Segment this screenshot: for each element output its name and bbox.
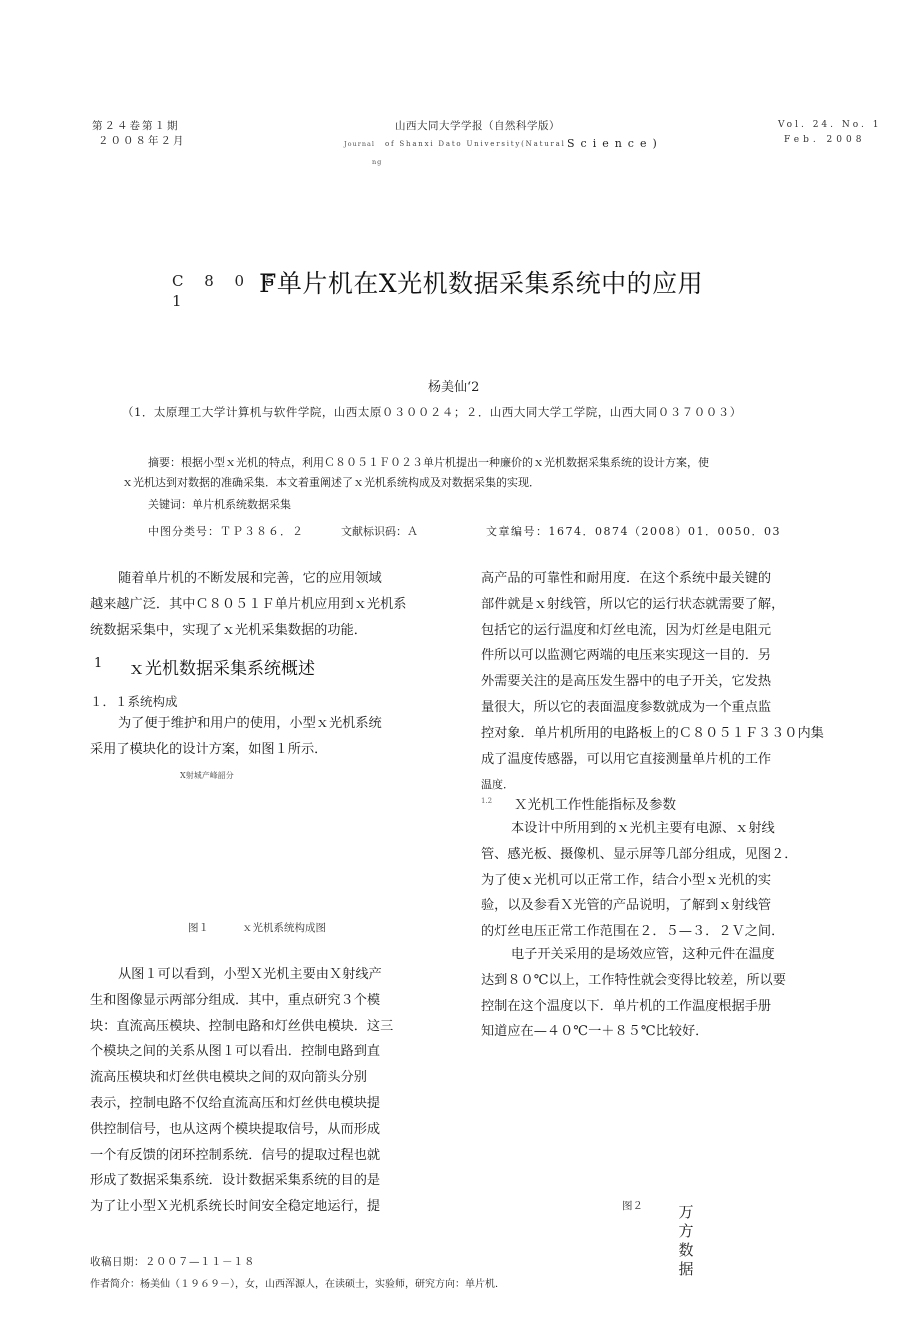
text-line: 形成了数据采集系统．设计数据采集系统的目的是 <box>90 1173 381 1189</box>
text-line: 流高压模块和灯丝供电模块之间的双向箭头分别 <box>90 1070 367 1086</box>
text-line: 块：直流高压模块、控制电路和灯丝供电模块．这三 <box>90 1018 394 1034</box>
section-1-title: ｘ光机数据采集系统概述 <box>128 659 315 679</box>
section-1-number: 1 <box>94 656 103 671</box>
text-line: 生和图像显示两部分组成．其中，重点研究３个模 <box>90 992 381 1008</box>
clc-number: 中图分类号：ＴＰ３８６．２ <box>148 525 304 538</box>
figure-1-area <box>90 785 460 910</box>
text-line: 为了便于维护和用户的使用，小型ｘ光机系统 <box>118 716 382 731</box>
text-line: 控对象．单片机所用的电路板上的Ｃ８０５１Ｆ３３０内集 <box>481 725 824 741</box>
header-date-cn: ２００８年２月 <box>98 135 186 147</box>
figure-1-caption-number: 图１ <box>188 922 209 934</box>
author-bio: 作者简介：杨美仙（１９６９－），女，山西浑源人，在读硕士，实验师，研究方向：单片机． <box>90 1279 505 1290</box>
text-line: 控制在这个温度以下．单片机的工作温度根据手册 <box>481 998 772 1014</box>
journal-title-cn: 山西大同大学学报（自然科学版） <box>395 120 560 132</box>
article-title: F单片机在X光机数据采集系统中的应用 <box>259 269 704 298</box>
text-line: 表示，控制电路不仅给直流高压和灯丝供电模块提 <box>90 1095 381 1111</box>
paragraph-electronic-switch <box>481 942 786 1045</box>
paragraph-figure-1 <box>90 962 393 1220</box>
title-prefix-line2: 1 <box>172 292 190 310</box>
keywords: 关键词：单片机系统数据采集 <box>148 498 291 511</box>
journal-title-en-science: Science) <box>567 137 663 150</box>
text-line: 供控制信号，也从这两个模块提取信号，从而形成 <box>90 1121 381 1137</box>
text-line: 验，以及参看Ｘ光管的产品说明，了解到ｘ射线管 <box>481 898 772 914</box>
header-date-en: Feb. 2008 <box>784 135 866 145</box>
text-line: 达到８０℃以上，工作特性就会变得比较差，所以要 <box>481 972 786 988</box>
header-volume-issue: 第２４卷第１期 <box>92 120 180 132</box>
figure-2-caption: 图２ <box>622 1200 643 1212</box>
paragraph-continued <box>481 566 824 798</box>
paragraph-1-2 <box>481 816 798 945</box>
header-volume-en: Vol. 24. No. 1 <box>778 120 882 130</box>
intro-paragraph <box>90 566 407 643</box>
text-line: 从图１可以看到，小型Ｘ光机主要由Ｘ射线产 <box>118 967 382 982</box>
journal-title-en-prefix: Journal <box>344 140 375 148</box>
abstract-line-2: ｘ光机达到对数据的准确采集．本文着重阐述了ｘ光机系统构成及对数据采集的实现． <box>122 476 540 489</box>
journal-title-en-tail: ng <box>372 158 383 166</box>
subsection-1-1-title: １．１系统构成 <box>90 694 178 709</box>
document-code: 文献标识码：Ａ <box>341 525 418 538</box>
text-line: 为了让小型Ｘ光机系统长时间安全稳定地运行，提 <box>90 1199 381 1215</box>
journal-title-en: of Shanxi Dato University(Natural <box>385 140 566 148</box>
text-line: 量很大，所以它的表面温度参数就成为一个重点监 <box>481 699 772 715</box>
text-line: 件所以可以监测它两端的电压来实现这一目的．另 <box>481 648 772 664</box>
text-line: 电子开关采用的是场效应管，这种元件在温度 <box>511 947 775 962</box>
received-date: 收稿日期：２００７—１１－１８ <box>90 1256 255 1268</box>
subsection-1-2-number: 1.2 <box>481 797 493 805</box>
text-line: 统数据采集中，实现了ｘ光机采集数据的功能． <box>90 622 367 638</box>
text-line: 成了温度传感器，可以用它直接测量单片机的工作 <box>481 751 772 767</box>
text-line: 本设计中所用到的ｘ光机主要有电源、ｘ射线 <box>511 821 775 836</box>
figure-1-label-fragment: X射城产峰韶分 <box>180 771 234 780</box>
text-line: 采用了模块化的设计方案，如图１所示． <box>90 741 328 757</box>
text-line: 温度． <box>481 778 514 792</box>
abstract-line-1: 摘要：根据小型ｘ光机的特点，利用Ｃ８０５１Ｆ０２３单片机提出一种廉价的ｘ光机数据采集系统的设计方案，使 <box>148 456 709 469</box>
text-line: 高产品的可靠性和耐用度．在这个系统中最关键的 <box>481 571 772 586</box>
text-line: 的灯丝电压正常工作范围在２．５—３．２Ｖ之间． <box>481 924 785 940</box>
text-line: 随着单片机的不断发展和完善，它的应用领域 <box>118 571 382 586</box>
text-line: 管、感光板、摄像机、显示屏等几部分组成，见图２． <box>481 846 798 862</box>
text-line: 部件就是ｘ射线管，所以它的运行状态就需要了解， <box>481 596 785 612</box>
text-line: 包括它的运行温度和灯丝电流，因为灯丝是电阻元 <box>481 622 772 638</box>
text-line: 外需要关注的是高压发生器中的电子开关，它发热 <box>481 674 772 690</box>
article-id: 文章编号：1674．0874（2008）01．0050．03 <box>486 525 781 538</box>
text-line: 个模块之间的关系从图１可以看出．控制电路到直 <box>90 1044 381 1060</box>
figure-1-caption: ｘ光机系统构成图 <box>242 922 326 934</box>
author-affiliation: （1．太原理工大学计算机与软件学院，山西太原０３００２４；２．山西大同大学工学院，山西大同０３７００３） <box>122 405 742 419</box>
text-line: 知道应在—４０℃一＋８５℃比较好． <box>481 1024 709 1040</box>
paragraph-1-1 <box>90 711 382 763</box>
text-line: 为了使ｘ光机可以正常工作，结合小型ｘ光机的实 <box>481 872 772 888</box>
author-name: 杨美仙‘2 <box>428 380 480 395</box>
text-line: 越来越广泛．其中Ｃ８０５１Ｆ单片机应用到ｘ光机系 <box>90 596 407 612</box>
text-line: 一个有反馈的闭环控制系统．信号的提取过程也就 <box>90 1147 381 1163</box>
subsection-1-2-title: Ｘ光机工作性能指标及参数 <box>514 797 676 813</box>
title-prefix: C 8 0 5 <box>172 272 283 290</box>
watermark-text: 万方数据 <box>678 1203 694 1278</box>
